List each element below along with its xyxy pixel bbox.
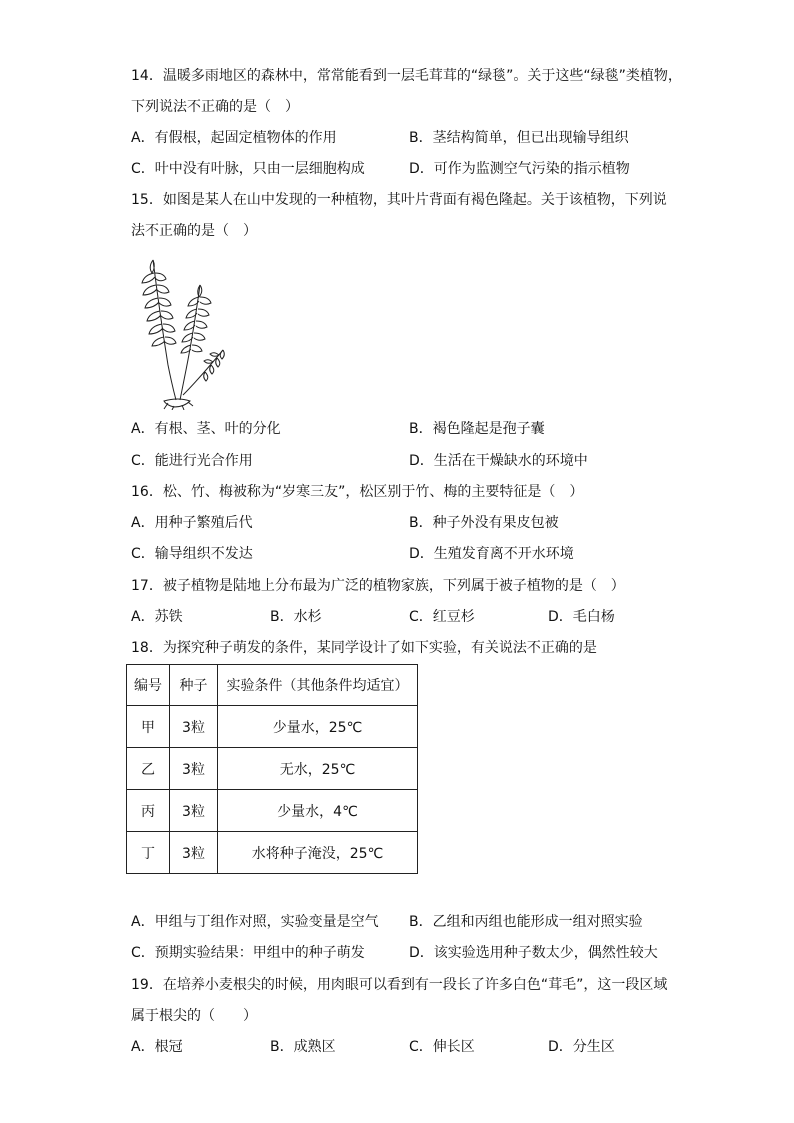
row-seeds: 3粒 xyxy=(170,748,218,790)
row-seeds: 3粒 xyxy=(170,832,218,874)
row-id: 乙 xyxy=(127,748,170,790)
q17-option-c: C．红豆杉 xyxy=(409,609,475,625)
q19-option-c: C．伸长区 xyxy=(409,1039,475,1055)
table-row xyxy=(127,832,418,874)
q15-option-c: C．能进行光合作用 xyxy=(131,453,253,469)
right-frond-pinnae xyxy=(181,285,211,353)
q17-stem: 17．被子植物是陆地上分布最为广泛的植物家族，下列属于被子植物的是（ ） xyxy=(131,578,625,594)
q14-option-d: D．可作为监测空气污染的指示植物 xyxy=(409,161,630,177)
q17-option-b: B．水杉 xyxy=(270,609,322,625)
q18-stem: 18．为探究种子萌发的条件，某同学设计了如下实验，有关说法不正确的是 xyxy=(131,640,597,656)
q19-option-d: D．分生区 xyxy=(548,1039,615,1055)
row-seeds: 3粒 xyxy=(170,706,218,748)
q17-option-d: D．毛白杨 xyxy=(548,609,615,625)
q19-option-a: A．根冠 xyxy=(131,1039,183,1055)
q14-option-b: B．茎结构简单，但已出现输导组织 xyxy=(409,130,629,146)
q16-option-c: C．输导组织不发达 xyxy=(131,546,253,562)
small-frond-pinnae xyxy=(204,350,225,381)
header-id: 编号 xyxy=(127,665,170,706)
row-seeds: 3粒 xyxy=(170,790,218,832)
q19-stem-line2: 属于根尖的（ ） xyxy=(131,1008,257,1024)
q16-option-b: B．种子外没有果皮包被 xyxy=(409,515,559,531)
left-frond-pinnae xyxy=(142,260,176,346)
table-row xyxy=(127,706,418,748)
q15-stem-line2: 法不正确的是（ ） xyxy=(131,223,257,239)
fern-plant-illustration xyxy=(138,255,233,410)
q19-option-b: B．成熟区 xyxy=(270,1039,336,1055)
q17-option-a: A．苏铁 xyxy=(131,609,183,625)
q14-option-c: C．叶中没有叶脉，只由一层细胞构成 xyxy=(131,161,365,177)
q16-option-a: A．用种子繁殖后代 xyxy=(131,515,253,531)
q16-stem: 16．松、竹、梅被称为“岁寒三友”，松区别于竹、梅的主要特征是（ ） xyxy=(131,484,584,500)
row-id: 甲 xyxy=(127,706,170,748)
q15-option-b: B．褐色隆起是孢子囊 xyxy=(409,421,545,437)
row-id: 丙 xyxy=(127,790,170,832)
q15-option-a: A．有根、茎、叶的分化 xyxy=(131,421,281,437)
header-conditions: 实验条件（其他条件均适宜） xyxy=(218,665,418,706)
q18-option-a: A．甲组与丁组作对照，实验变量是空气 xyxy=(131,914,379,930)
table-row xyxy=(127,748,418,790)
row-conditions: 少量水，25℃ xyxy=(218,706,418,748)
q15-stem-line1: 15．如图是某人在山中发现的一种植物，其叶片背面有褐色隆起。关于该植物，下列说 xyxy=(131,192,667,208)
q15-option-d: D．生活在干燥缺水的环境中 xyxy=(409,453,588,469)
row-conditions: 无水，25℃ xyxy=(218,748,418,790)
q19-stem-line1: 19．在培养小麦根尖的时候，用肉眼可以看到有一段长了许多白色“茸毛”，这一段区域 xyxy=(131,977,668,993)
q18-option-b: B．乙组和丙组也能形成一组对照实验 xyxy=(409,914,643,930)
table-row xyxy=(127,790,418,832)
header-seeds: 种子 xyxy=(170,665,218,706)
q18-option-d: D．该实验选用种子数太少，偶然性较大 xyxy=(409,945,658,961)
q14-stem-line2: 下列说法不正确的是（ ） xyxy=(131,99,299,115)
q14-option-a: A．有假根，起固定植物体的作用 xyxy=(131,130,337,146)
q18-option-c: C．预期实验结果：甲组中的种子萌发 xyxy=(131,945,365,961)
row-id: 丁 xyxy=(127,832,170,874)
q16-option-d: D．生殖发育离不开水环境 xyxy=(409,546,574,562)
table-header-row xyxy=(127,665,418,706)
q14-stem-line1: 14．温暖多雨地区的森林中，常常能看到一层毛茸茸的“绿毯”。关于这些“绿毯”类植物， xyxy=(131,68,682,84)
experiment-table xyxy=(126,664,418,874)
row-conditions: 少量水，4℃ xyxy=(218,790,418,832)
row-conditions: 水将种子淹没，25℃ xyxy=(218,832,418,874)
